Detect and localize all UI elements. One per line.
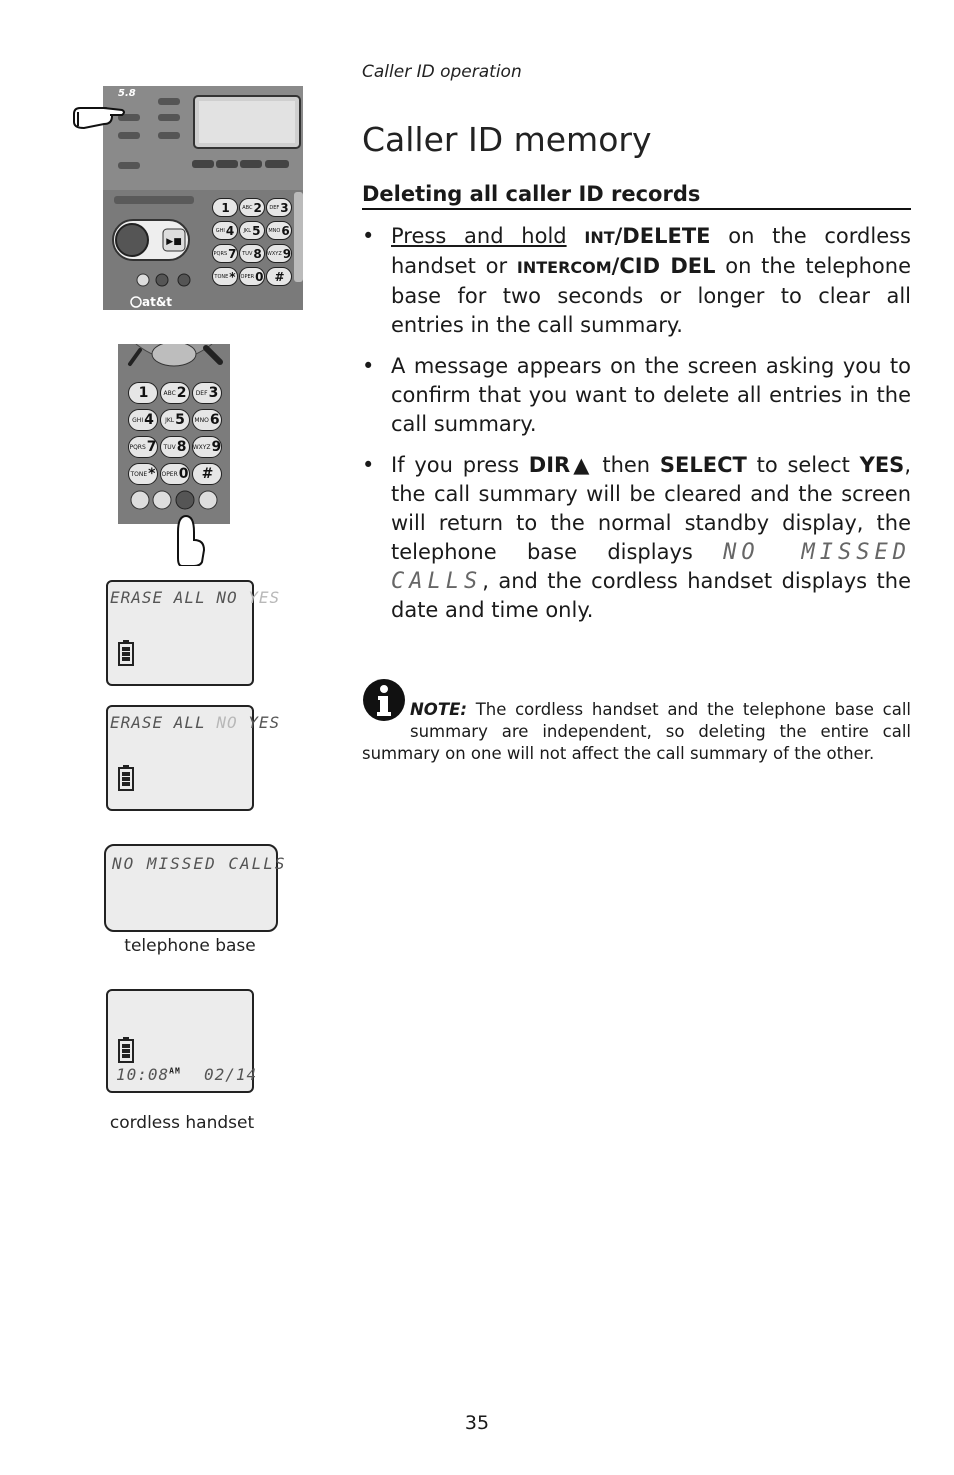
key-number: 8 [176, 439, 187, 455]
list-item [362, 352, 911, 439]
cordless-handset-illustration [116, 344, 232, 566]
lcd-text: NO MISSED CALLS [112, 854, 287, 873]
key-number: # [274, 269, 285, 284]
key-letters: GHI [132, 416, 144, 424]
lcd-ampm: AM [169, 1066, 181, 1076]
lcd-erase-all-yes [106, 580, 281, 686]
key-letters: OPER [161, 470, 178, 478]
key-number: 7 [228, 246, 237, 261]
key-letters: OPER [240, 273, 255, 280]
bullet-icon: • [362, 354, 375, 378]
page-number: 35 [464, 1412, 490, 1434]
key-intercom: INTERCOM [516, 258, 612, 277]
key-dir: DIR▲ [528, 453, 593, 477]
key-int: INT [584, 228, 615, 247]
keypad-key [160, 409, 190, 431]
key-number: 2 [176, 385, 187, 401]
svg-text:▶■: ▶■ [166, 237, 182, 247]
bullet-text: A message appears on the screen asking you to confirm that you want to delete all entries in the call summary. [391, 354, 911, 436]
telephone-base-illustration [72, 84, 306, 312]
key-letters: PQRS [213, 250, 228, 257]
bullet-text: on the cordless handset or [391, 224, 911, 278]
bullet-icon: • [362, 224, 375, 248]
lcd-time: 10:08 [116, 1065, 170, 1084]
keypad-key [128, 436, 158, 458]
subheading: Deleting all caller ID records [362, 182, 911, 210]
key-number: 5 [175, 412, 185, 428]
instruction-list [362, 222, 911, 637]
note-label: NOTE: [410, 700, 467, 719]
key-number: 9 [211, 439, 222, 455]
key-letters: JKL [243, 227, 252, 234]
key-letters: TONE [214, 273, 229, 280]
key-letters: TUV [242, 250, 253, 257]
key-letters: ABC [242, 204, 253, 211]
key-number: 4 [144, 412, 154, 428]
keypad-key [212, 221, 238, 240]
info-icon [362, 678, 406, 722]
key-number: 7 [146, 439, 157, 455]
keypad-key [212, 244, 238, 263]
lcd-standby-handset [106, 989, 258, 1093]
lcd-inline-text: NO MISSED CALLS [391, 540, 911, 594]
keypad-key [266, 221, 292, 240]
key-letters: TUV [163, 443, 176, 451]
key-number: 6 [281, 223, 290, 238]
keypad-key [128, 409, 158, 431]
keypad-key [239, 267, 265, 286]
note-box [362, 678, 911, 765]
keypad-key [239, 198, 265, 217]
battery-icon [118, 640, 134, 666]
bullet-text: on the telephone base for two seconds or longer to clear all entries in the call summary. [391, 254, 912, 337]
key-number: 1 [138, 385, 149, 401]
section-label: Caller ID operation [362, 62, 522, 82]
key-letters: DEF [269, 204, 280, 211]
key-letters: MNO [268, 227, 281, 234]
keypad-key [160, 436, 190, 458]
handset-keypad [128, 382, 224, 485]
battery-icon [118, 765, 134, 791]
bullet-icon: • [362, 453, 375, 477]
key-letters: ABC [163, 389, 176, 397]
key-number: 6 [209, 412, 220, 428]
keypad-key [160, 463, 190, 485]
key-letters: TONE [130, 470, 148, 478]
key-letters: WXYZ [266, 250, 282, 257]
keypad-key [192, 436, 222, 458]
list-item [362, 222, 911, 340]
key-number: 4 [225, 223, 235, 238]
key-select: SELECT [659, 453, 747, 477]
lcd-no-missed-calls [104, 844, 287, 932]
keypad-key [212, 267, 238, 286]
keypad-key [239, 244, 265, 263]
keypad-key [128, 463, 158, 485]
keypad-key [212, 198, 238, 217]
keypad-key [128, 382, 158, 404]
lcd-text: ERASE ALL NO [110, 588, 249, 607]
keypad-key [160, 382, 190, 404]
press-and-hold-text: Press and hold [391, 224, 567, 248]
key-letters: PQRS [129, 443, 146, 451]
caption-telephone-base: telephone base [124, 936, 256, 956]
page-title: Caller ID memory [362, 120, 652, 159]
key-number: * [229, 269, 236, 284]
key-letters: WXYZ [192, 443, 211, 451]
key-number: 1 [221, 200, 230, 215]
keypad-key [239, 221, 265, 240]
key-letters: JKL [165, 416, 175, 424]
key-number: 0 [255, 269, 264, 284]
lcd-dim-text: YES [248, 588, 281, 607]
key-letters: DEF [195, 389, 208, 397]
key-number: 8 [253, 246, 262, 261]
key-number: 3 [208, 385, 219, 401]
keypad-key [192, 409, 222, 431]
svg-text:5.8: 5.8 [118, 88, 136, 99]
key-number: # [201, 466, 214, 482]
key-number: 9 [282, 246, 292, 261]
key-letters: GHI [215, 227, 225, 234]
keypad-key [266, 267, 292, 286]
key-delete: /DELETE [614, 224, 711, 248]
key-yes: YES [859, 453, 905, 477]
key-number: * [148, 466, 156, 482]
lcd-text-2: YES [237, 713, 281, 732]
battery-icon [118, 1037, 134, 1063]
att-logo: at&t [142, 295, 173, 309]
lcd-erase-all-no [106, 705, 281, 811]
base-keypad [212, 198, 292, 286]
lcd-dim-text: NO [216, 713, 238, 732]
keypad-key [266, 244, 292, 263]
key-cid-del: /CID DEL [611, 254, 716, 278]
keypad-key [192, 382, 222, 404]
key-number: 3 [280, 200, 289, 215]
list-item: • If you press DIR▲ then SELECT to select YES, the call summary will be cleared and the screen will return to the normal standby display, the telephone base displays NO MISSED CALLS, and the cordless handset displays the date and time only. [362, 453, 911, 622]
keypad-key [192, 463, 222, 485]
key-number: 5 [252, 223, 261, 238]
key-number: 0 [178, 466, 189, 482]
keypad-key [266, 198, 292, 217]
key-letters: MNO [194, 416, 209, 424]
lcd-text: ERASE ALL [110, 713, 217, 732]
caption-cordless-handset: cordless handset [109, 1113, 255, 1133]
key-number: 2 [253, 200, 262, 215]
note-text: The cordless handset and the telephone base call summary are independent, so deleting the entire call summary on one will not affect the call summary of the other. [362, 700, 911, 763]
lcd-date: 02/14 [204, 1065, 258, 1084]
